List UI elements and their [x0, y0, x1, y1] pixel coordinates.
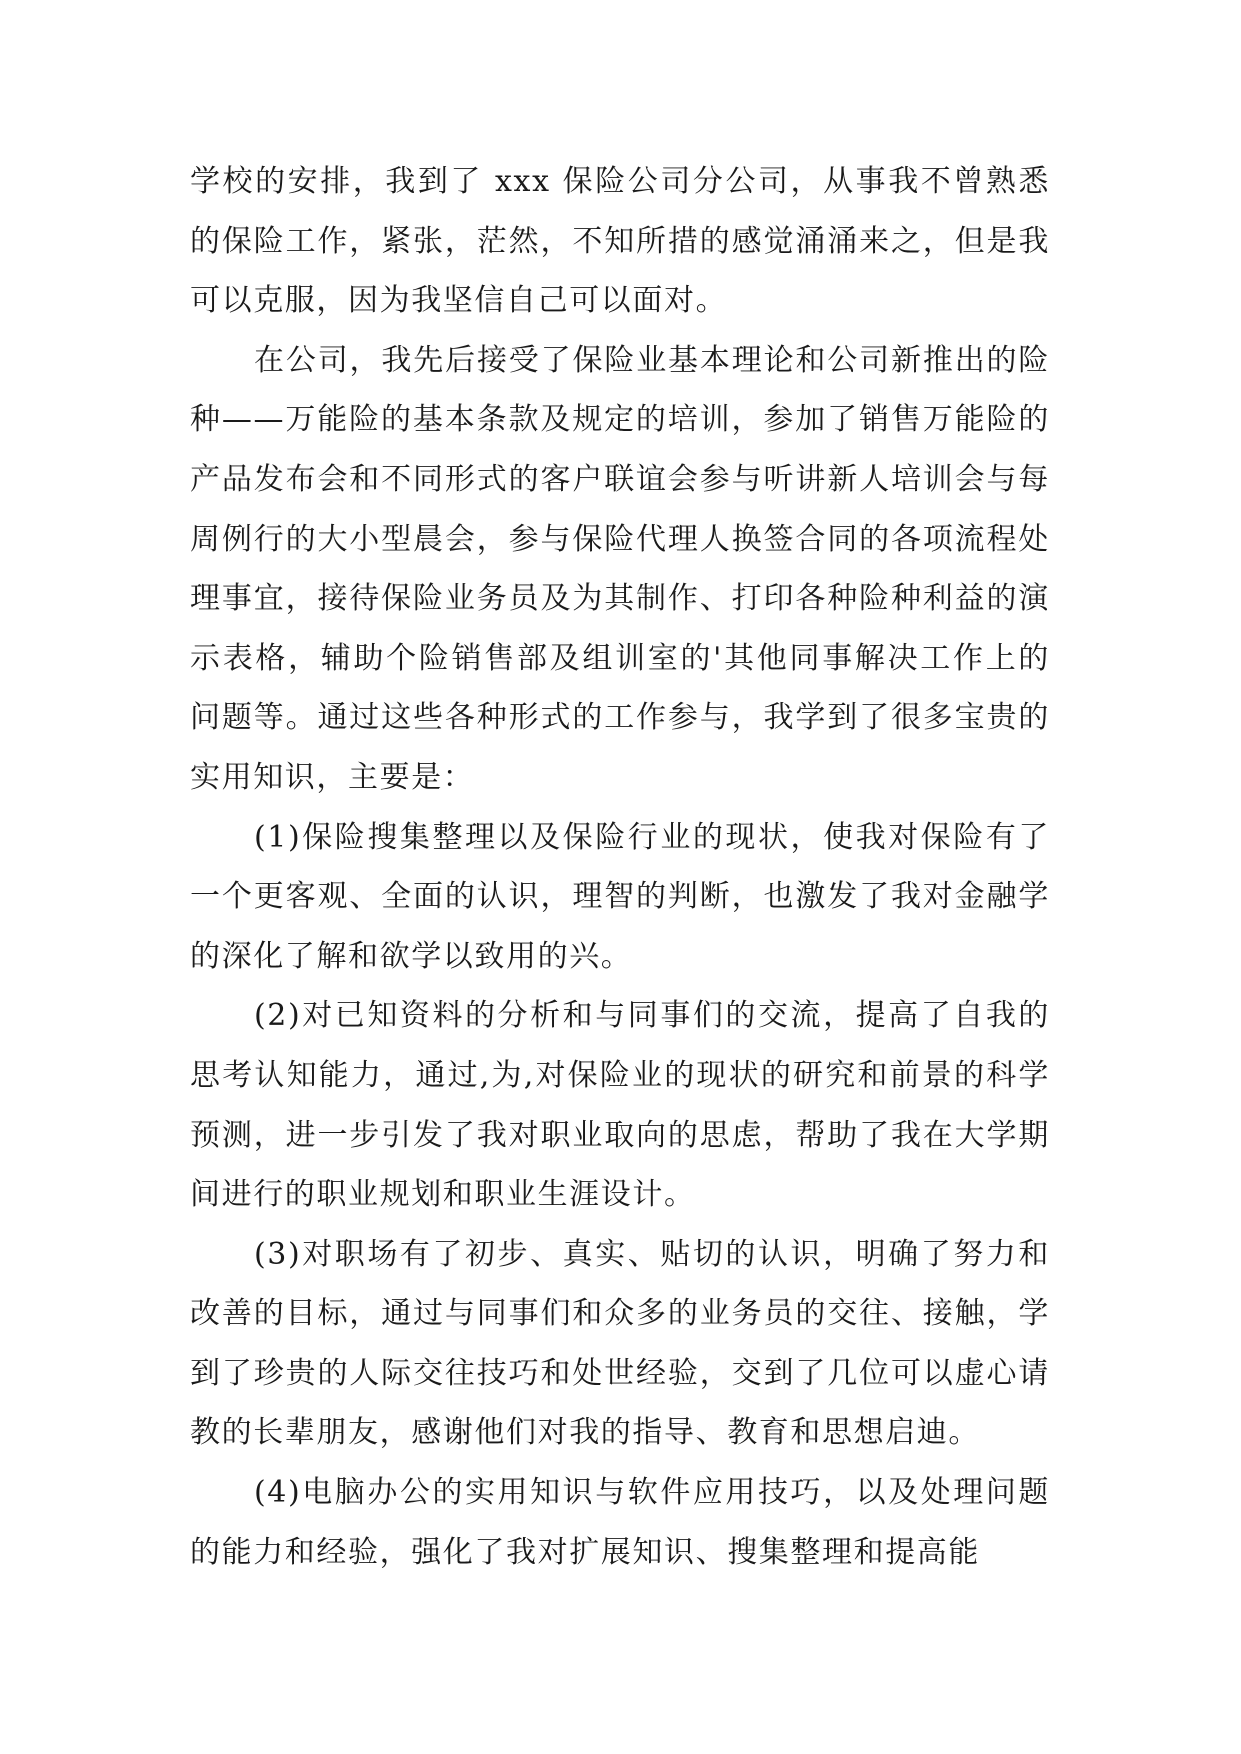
paragraph-continuation: 学校的安排，我到了 xxx 保险公司分公司，从事我不曾熟悉的保险工作，紧张，茫然，不知所措的感觉涌涌来之，但是我可以克服，因为我坚信自己可以面对。: [190, 164, 1050, 319]
paragraph-point-3: (3)对职场有了初步、真实、贴切的认识，明确了努力和改善的目标，通过与同事们和众多的业务员的交往、接触，学到了珍贵的人际交往技巧和处世经验，交到了几位可以虚心请教的长辈朋友，感谢他们对我的指导、教育和思想启迪。: [190, 1236, 1050, 1451]
document-body: [190, 152, 1050, 1582]
paragraph-point-2: (2)对已知资料的分析和与同事们的交流，提高了自我的思考认知能力，通过,为,对保险业的现状的研究和前景的科学预测，进一步引发了我对职业取向的思虑，帮助了我在大学期间进行的职业规划和职业生涯设计。: [190, 998, 1050, 1213]
paragraph-company-training: 在公司，我先后接受了保险业基本理论和公司新推出的险种——万能险的基本条款及规定的培训，参加了销售万能险的产品发布会和不同形式的客户联谊会参与听讲新人培训会与每周例行的大小型晨会，参与保险代理人换签合同的各项流程处理事宜，接待保险业务员及为其制作、打印各种险种利益的演示表格，辅助个险销售部及组训室的'其他同事解决工作上的问题等。通过这些各种形式的工作参与，我学到了很多宝贵的实用知识，主要是：: [190, 342, 1050, 795]
paragraph-point-1: (1)保险搜集整理以及保险行业的现状，使我对保险有了一个更客观、全面的认识，理智的判断，也激发了我对金融学的深化了解和欲学以致用的兴。: [190, 819, 1050, 974]
paragraph-point-4: (4)电脑办公的实用知识与软件应用技巧，以及处理问题的能力和经验，强化了我对扩展知识、搜集整理和提高能: [190, 1475, 1050, 1570]
